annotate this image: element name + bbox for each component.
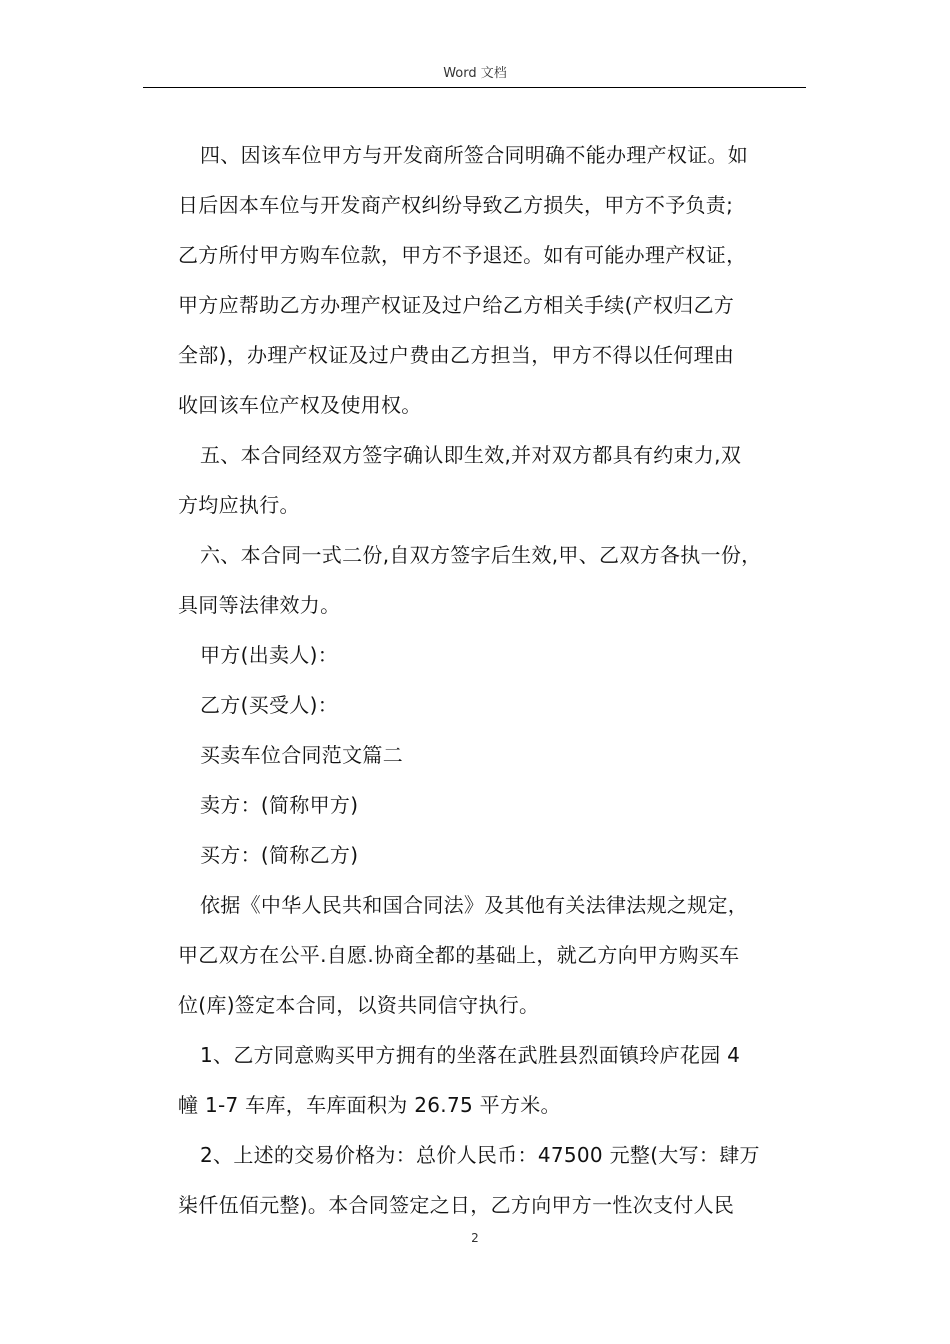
paragraph xyxy=(178,830,804,880)
paragraph xyxy=(178,1030,804,1130)
paragraph xyxy=(178,1130,804,1230)
document-body xyxy=(178,130,804,1230)
text-line: 六、本合同一式二份,自双方签字后生效,甲、乙双方各执一份， xyxy=(200,543,762,567)
header-rule xyxy=(143,87,806,88)
paragraph xyxy=(178,130,804,430)
text-line: 收回该车位产权及使用权。 xyxy=(178,393,422,417)
text-line: 幢 1-7 车库，车库面积为 26.75 平方米。 xyxy=(178,1093,561,1117)
text-line: 卖方：(简称甲方) xyxy=(200,793,359,817)
text-line: 五、本合同经双方签字确认即生效,并对双方都具有约束力,双 xyxy=(200,443,742,467)
text-line: 日后因本车位与开发商产权纠纷导致乙方损失，甲方不予负责; xyxy=(178,193,734,217)
paragraph xyxy=(178,430,804,530)
text-line: 买方：(简称乙方) xyxy=(200,843,359,867)
text-line: 甲乙双方在公平.自愿.协商全都的基础上，就乙方向甲方购买车 xyxy=(178,943,740,967)
paragraph xyxy=(178,780,804,830)
text-line: 方均应执行。 xyxy=(178,493,300,517)
text-line: 具同等法律效力。 xyxy=(178,593,341,617)
paragraph xyxy=(178,680,804,730)
text-line: 甲方(出卖人)： xyxy=(200,643,339,667)
text-line: 乙方(买受人)： xyxy=(200,693,339,717)
text-line: 依据《中华人民共和国合同法》及其他有关法律法规之规定， xyxy=(200,893,749,917)
text-line: 乙方所付甲方购车位款，甲方不予退还。如有可能办理产权证， xyxy=(178,243,747,267)
text-line: 全部)，办理产权证及过户费由乙方担当，甲方不得以任何理由 xyxy=(178,343,735,367)
text-line: 买卖车位合同范文篇二 xyxy=(200,743,403,767)
page-header: Word 文档 xyxy=(443,66,507,81)
paragraph xyxy=(178,880,804,1030)
text-line: 1、乙方同意购买甲方拥有的坐落在武胜县烈面镇玲庐花园 4 xyxy=(200,1043,741,1067)
text-line: 柒仟伍佰元整)。本合同签定之日，乙方向甲方一性次支付人民 xyxy=(178,1193,735,1217)
text-line: 甲方应帮助乙方办理产权证及过户给乙方相关手续(产权归乙方 xyxy=(178,293,735,317)
text-line: 四、因该车位甲方与开发商所签合同明确不能办理产权证。如 xyxy=(200,143,749,167)
page-number: 2 xyxy=(471,1231,479,1245)
paragraph xyxy=(178,530,804,630)
text-line: 位(库)签定本合同，以资共同信守执行。 xyxy=(178,993,540,1017)
text-line: 2、上述的交易价格为：总价人民币：47500 元整(大写：肆万 xyxy=(200,1143,760,1167)
paragraph xyxy=(178,730,804,780)
paragraph xyxy=(178,630,804,680)
